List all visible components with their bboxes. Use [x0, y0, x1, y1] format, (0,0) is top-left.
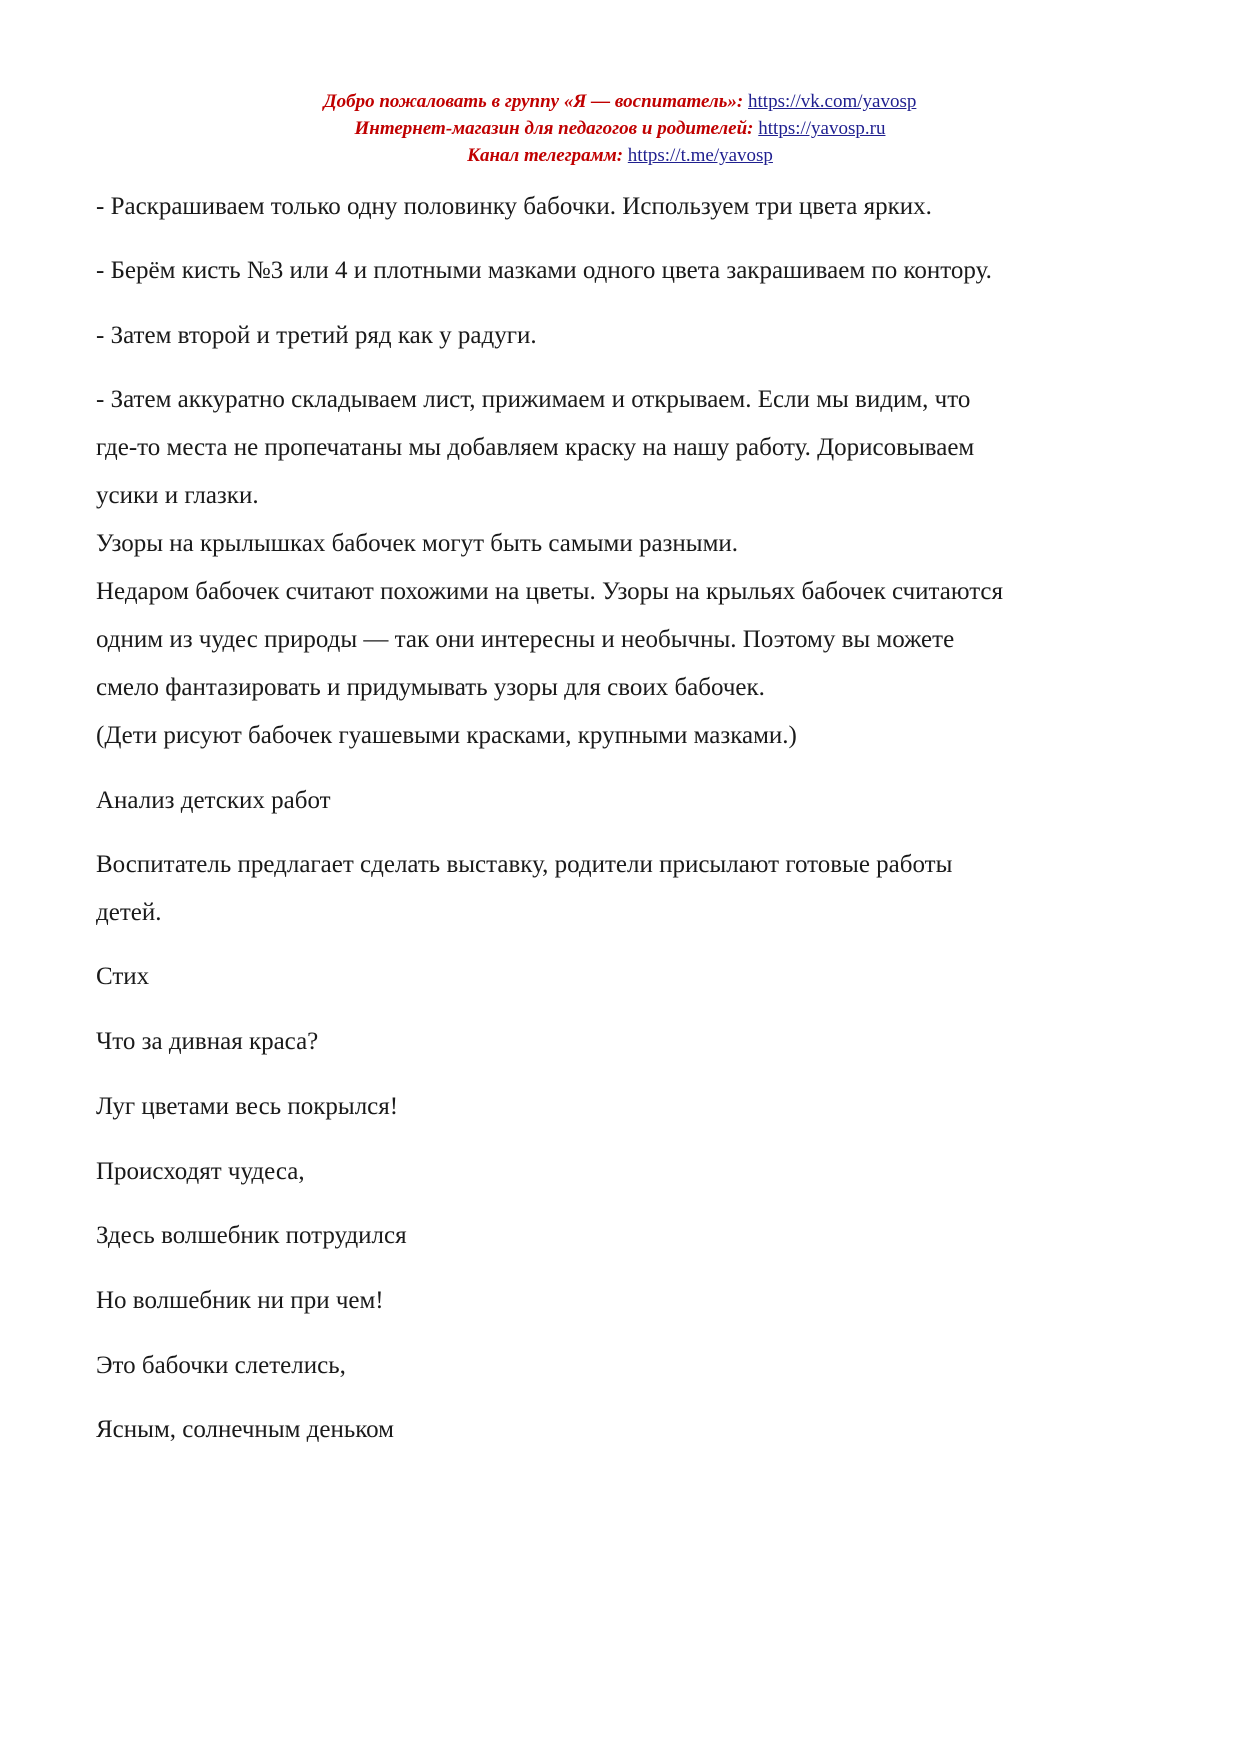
telegram-link[interactable]: https://t.me/yavosp: [627, 145, 773, 166]
poem-line: Что за дивная краса?: [96, 1028, 319, 1055]
poem-line: Это бабочки слетелись,: [96, 1352, 346, 1379]
poem-line: Луг цветами весь покрылся!: [96, 1093, 399, 1120]
poem-line: Ясным, солнечным деньком: [96, 1416, 394, 1443]
poem-line: Здесь волшебник потрудился: [96, 1222, 407, 1249]
step-line-1: - Раскрашиваем только одну половинку бабочки. Используем три цвета ярких.: [96, 193, 932, 220]
paragraph-line: Воспитатель предлагает сделать выставку, родители присылают готовые работы: [96, 851, 953, 878]
vk-group-link[interactable]: https://vk.com/yavosp: [748, 91, 917, 112]
step-line-4: - Затем аккуратно складываем лист, прижимаем и открываем. Если мы видим, что: [96, 386, 971, 413]
header-line-shop: [0, 115, 1240, 142]
section-heading-poem: Стих: [96, 963, 150, 990]
poem-line: Но волшебник ни при чем!: [96, 1287, 384, 1314]
shop-label: Интернет-магазин для педагогов и родителей:: [354, 118, 754, 139]
header-line-telegram: [0, 142, 1240, 169]
paragraph-line: смело фантазировать и придумывать узоры для своих бабочек.: [96, 674, 765, 701]
paragraph-line: (Дети рисуют бабочек гуашевыми красками, крупными мазками.): [96, 722, 797, 749]
step-line-4-end: усики и глазки.: [96, 482, 259, 509]
step-line-3: - Затем второй и третий ряд как у радуги.: [96, 322, 537, 349]
step-line-2: - Берём кисть №3 или 4 и плотными мазками одного цвета закрашиваем по контору.: [96, 257, 992, 284]
telegram-label: Канал телеграмм:: [467, 145, 624, 166]
paragraph-line: Недаром бабочек считают похожими на цветы. Узоры на крыльях бабочек считаются: [96, 578, 1004, 605]
paragraph-line: детей.: [96, 899, 162, 926]
page-header: [0, 88, 1240, 169]
shop-link[interactable]: https://yavosp.ru: [758, 118, 886, 139]
header-line-group: [0, 88, 1240, 115]
step-line-4-cont: где-то места не пропечатаны мы добавляем краску на нашу работу. Дорисовываем: [96, 434, 975, 461]
section-heading-analysis: Анализ детских работ: [96, 787, 331, 814]
poem-line: Происходят чудеса,: [96, 1158, 305, 1185]
paragraph-line: Узоры на крылышках бабочек могут быть самыми разными.: [96, 530, 739, 557]
paragraph-line: одним из чудес природы — так они интересны и необычны. Поэтому вы можете: [96, 626, 955, 653]
group-invite-label: Добро пожаловать в группу «Я — воспитатель»:: [323, 91, 744, 112]
